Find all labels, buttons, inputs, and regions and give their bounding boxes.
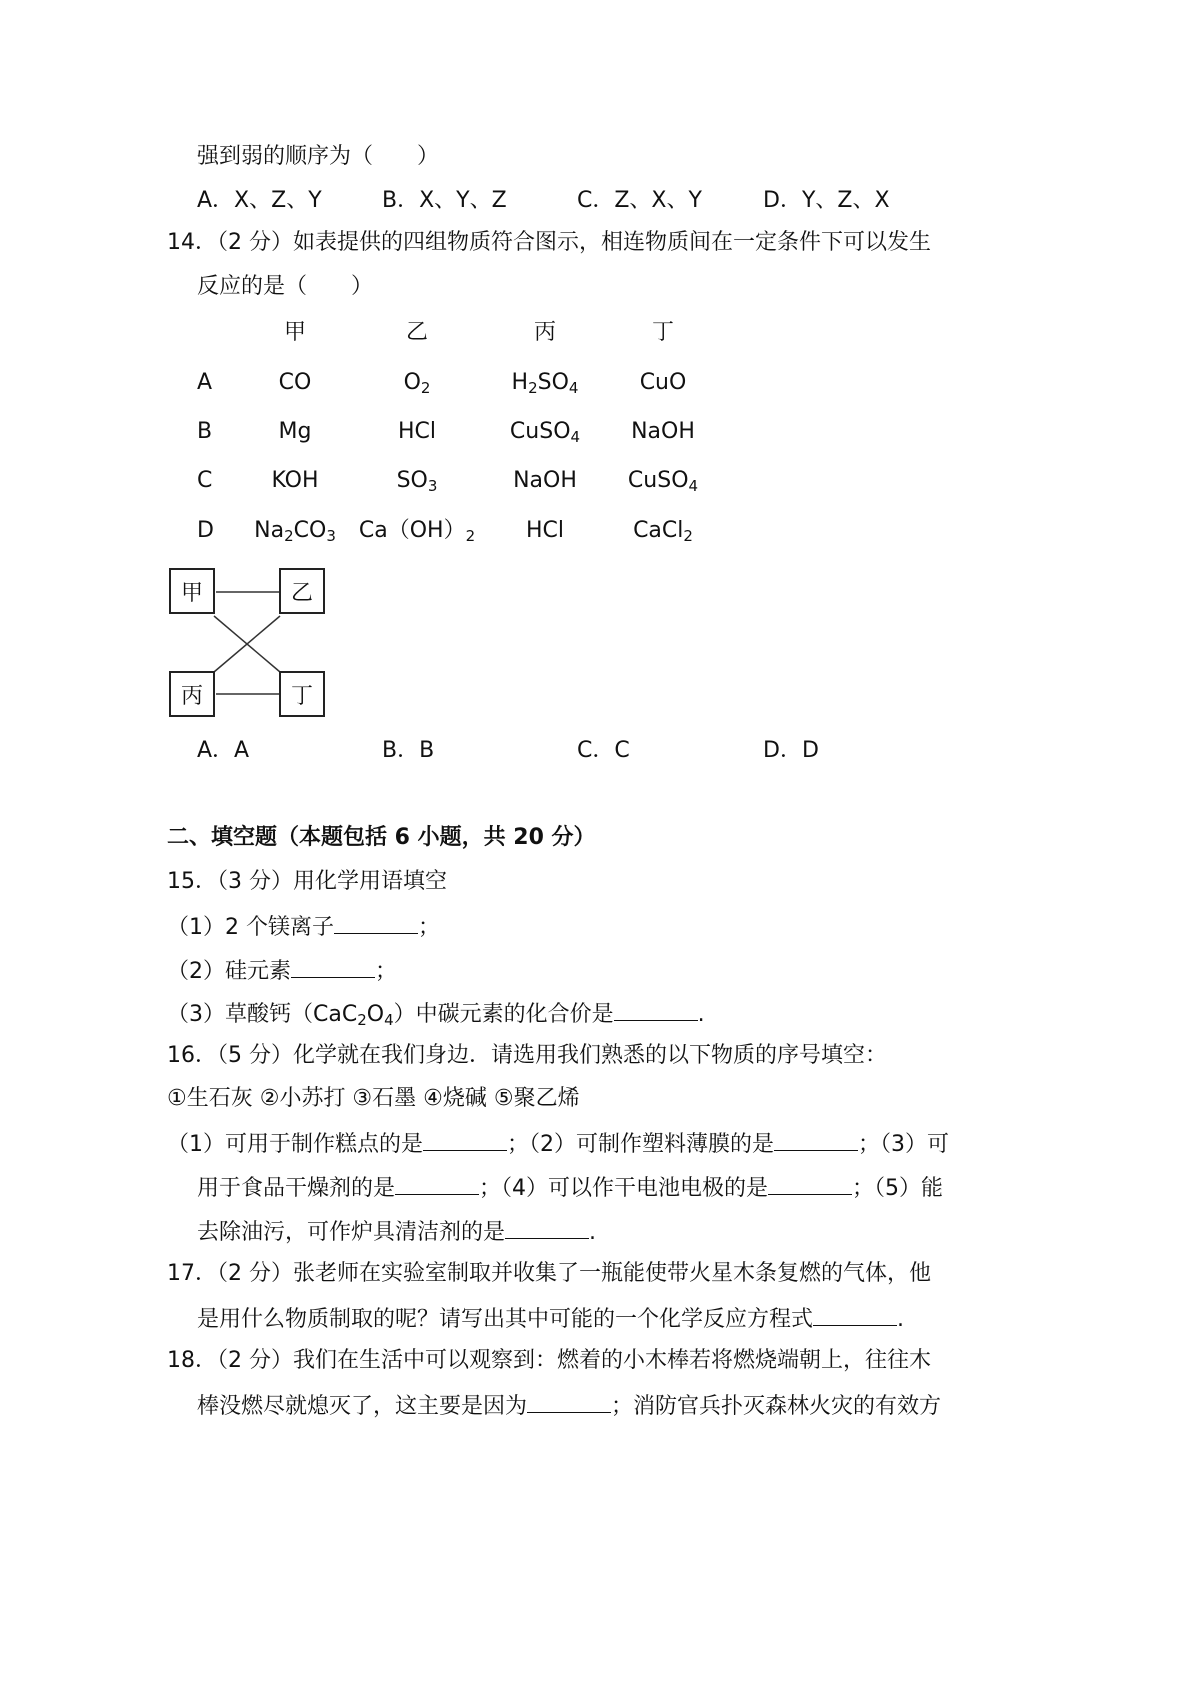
answer-blank[interactable] xyxy=(774,1128,858,1151)
table-cell-a-jia: CO xyxy=(278,370,312,395)
q17-line2: 是用什么物质制取的呢？请写出其中可能的一个化学反应方程式 . xyxy=(197,1303,904,1335)
section-title: 二、填空题（本题包括 6 小题，共 20 分） xyxy=(167,825,596,850)
q14-stem-line2: 反应的是（ ） xyxy=(197,274,374,299)
table-cell-a-ding: CuO xyxy=(639,370,687,395)
q16-substance-list: ①生石灰 ②小苏打 ③石墨 ④烧碱 ⑤聚乙烯 xyxy=(167,1086,580,1111)
table-row-label-d: D xyxy=(197,518,214,543)
table-cell-c-yi: $SO_3$ xyxy=(396,468,438,495)
table-cell-c-jia: KOH xyxy=(271,468,319,493)
q14-option-a: A．A xyxy=(197,738,250,763)
q16-line3: 去除油污，可作炉具清洁剂的是 . xyxy=(197,1216,596,1248)
table-cell-b-bing: CuSO$_4$ xyxy=(509,419,581,446)
table-cell-b-ding: NaOH xyxy=(631,419,695,444)
answer-blank[interactable] xyxy=(768,1172,852,1195)
table-cell-d-jia: $Na_2CO_3$ xyxy=(254,518,336,545)
table-cell-d-yi: $Ca(OH)_2$ xyxy=(358,518,476,545)
answer-blank[interactable] xyxy=(423,1128,507,1151)
answer-blank[interactable] xyxy=(505,1216,589,1239)
answer-blank[interactable] xyxy=(614,998,698,1021)
q16-stem: 16．（5 分）化学就在我们身边．请选用我们熟悉的以下物质的序号填空： xyxy=(167,1043,887,1068)
q18-line1: 18．（2 分）我们在生活中可以观察到：燃着的小木棒若将燃烧端朝上，往往木 xyxy=(167,1348,931,1373)
q16-line1: （1）可用于制作糕点的是 ；（2）可制作塑料薄膜的是 ；（3）可 xyxy=(167,1128,949,1160)
q16-line2: 用于食品干燥剂的是 ；（4）可以作干电池电极的是 ；（5）能 xyxy=(197,1172,943,1204)
q13-option-b: B．X、Y、Z xyxy=(382,188,507,213)
answer-blank[interactable] xyxy=(334,911,418,934)
table-header-jia: 甲 xyxy=(283,320,306,345)
q13-option-d: D．Y、Z、X xyxy=(763,188,890,213)
q15-part3: （3）草酸钙$(CaC_2O_4)$中碳元素的化合价是 . xyxy=(167,998,705,1030)
table-cell-b-jia: Mg xyxy=(278,419,312,444)
table-row-label-a: A xyxy=(197,370,213,395)
answer-blank[interactable] xyxy=(813,1303,897,1326)
table-cell-b-yi: HCl xyxy=(397,419,437,444)
q13-option-a: A．X、Z、Y xyxy=(197,188,322,213)
q17-line1: 17．（2 分）张老师在实验室制取并收集了一瓶能使带火星木条复燃的气体，他 xyxy=(167,1261,931,1286)
q14-option-b: B．B xyxy=(382,738,435,763)
q18-line2: 棒没燃尽就熄灭了，这主要是因为 ；消防官兵扑灭森林火灾的有效方 xyxy=(197,1390,941,1422)
table-header-ding: 丁 xyxy=(651,320,674,345)
table-cell-c-ding: CuSO$_4$ xyxy=(627,468,699,495)
table-row-label-c: C xyxy=(197,468,213,493)
q15-part2: （2）硅元素 ； xyxy=(167,955,397,987)
answer-blank[interactable] xyxy=(395,1172,479,1195)
table-cell-d-bing: HCl xyxy=(525,518,565,543)
diagram-box-jia: 甲 xyxy=(169,568,215,614)
table-row-label-b: B xyxy=(197,419,213,444)
q14-stem-line1: 14．（2 分）如表提供的四组物质符合图示，相连物质间在一定条件下可以发生 xyxy=(167,230,931,255)
q14-option-c: C．C xyxy=(577,738,630,763)
diagram-box-ding: 丁 xyxy=(279,671,325,717)
diagram-box-bing: 丙 xyxy=(169,671,215,717)
table-cell-c-bing: NaOH xyxy=(513,468,577,493)
q15-part1: （1）2 个镁离子 ； xyxy=(167,911,440,943)
table-header-yi: 乙 xyxy=(405,320,428,345)
answer-blank[interactable] xyxy=(527,1390,611,1413)
table-cell-d-ding: CaCl$_2$ xyxy=(633,518,693,545)
q15-stem: 15．（3 分）用化学用语填空 xyxy=(167,869,447,894)
table-header-bing: 丙 xyxy=(533,320,556,345)
q13-option-c: C．Z、X、Y xyxy=(577,188,702,213)
q13-stem-continuation: 强到弱的顺序为（ ） xyxy=(197,144,440,169)
q14-option-d: D．D xyxy=(763,738,819,763)
answer-blank[interactable] xyxy=(291,955,375,978)
table-cell-a-bing: $H_2SO_4$ xyxy=(511,370,579,397)
table-cell-a-yi: $O_2$ xyxy=(403,370,431,397)
diagram-box-yi: 乙 xyxy=(279,568,325,614)
